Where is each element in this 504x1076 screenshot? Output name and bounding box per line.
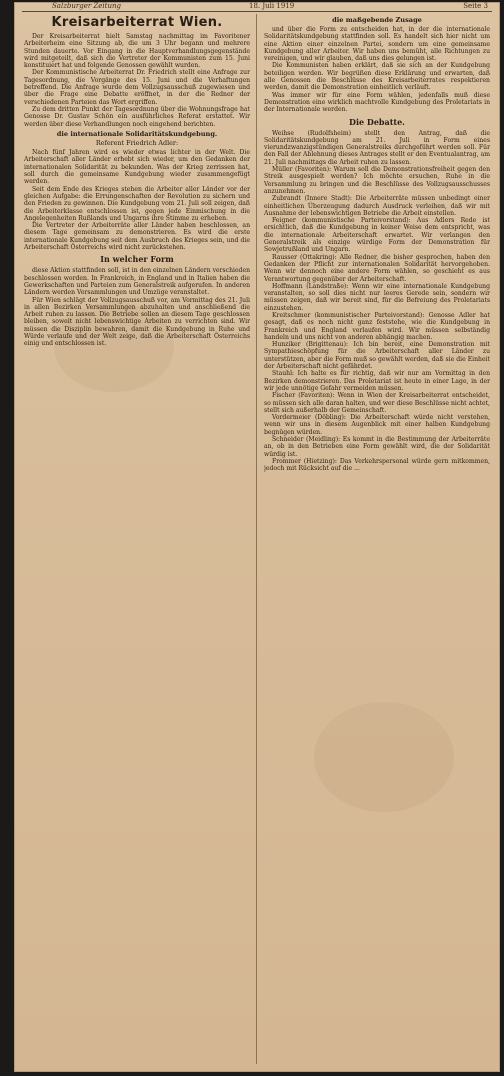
right-column [264,14,490,1064]
paragraph: Nach fünf Jahren wird es wieder etwas lichter in der Welt. Die Arbeiterschaft aller Länder erhebt sich wieder, um den Gedanken der internationalen Solidarität zu bekunden. Was der Krieg zerrissen hat, soll durch die gemeinsame Kundgebung wieder zusammengefügt werden. [24,149,250,186]
paragraph: Schneider (Meidling): Es kommt in die Bestimmung der Arbeiterräte an, ob in den Betrieben eine Form gewählt wird, die der Solidarität würdig ist. [264,436,490,458]
paragraph: Für Wien schlägt der Vollzugsausschuß vor, am Vormittag des 21. Juli in allen Bezirken Versammlungen abzuhalten und anschließend die Arbeit ruhen zu lassen. Die Betriebe sollen an diesem Tage geschlossen bleiben, soweit nicht lebenswichtige Arbeiten zu verrichten sind. Wir müssen die Disziplin bewahren, damit die Kundgebung in Ruhe und Würde verlaufe und der Welt zeige, daß die Arbeiterschaft Österreichs einig und entschlossen ist. [24,296,250,348]
column-divider [256,14,257,1064]
paragraph: Fischer (Favoriten): Wenn in Wien der Kreisarbeiterrat entscheidet, so müssen sich alle daran halten, und wer diese Beschlüsse nicht achtet, stellt sich außerhalb der Gemeinschaft. [264,392,490,414]
section-heading: die internationale Solidaritätskundgebung. [56,129,218,138]
paragraph: Müller (Favoriten): Warum soll die Demonstrationsfreiheit gegen den Streik ausgespielt werden? Ich möchte ersuchen, Ruhe in die Versammlung zu bringen und die Beschlüsse des Vollzugsausschusses anzunehmen. [264,166,490,195]
paragraph: Weihse (Rudolfsheim) stellt den Antrag, daß die Solidaritätskundgebung am 21. Juli in Form eines vierundzwanzigstündigen Generalstreiks durchgeführt werden soll. Für den Fall der Ablehnung dieses Antrages stellt er den Eventualantrag, am 21. Juli nachmittags die Arbeit ruhen zu lassen. [264,129,490,166]
article-title: Kreisarbeiterrat Wien. [51,15,223,30]
paragraph: diese Aktion stattfinden soll, ist in den einzelnen Ländern verschieden beschlossen worden. In Frankreich, in England und in Italien haben die Gewerkschaften und Parteien zum Generalstreik aufgerufen. In anderen Ländern werden Versammlungen und Umzüge veranstaltet. [24,267,250,297]
paragraph: Stauhl: Ich halte es für richtig, daß wir nur am Vormittag in den Bezirken demonstrieren. Das Proletariat ist heute in einer Lage, in der wir jede unnötige Gefahr vermeiden müssen. [264,370,490,392]
paragraph: Frommer (Hietzing): Das Verkehrspersonal würde gern mitkommen, jedoch mit Rücksicht auf die ... [264,457,490,473]
paragraph: Vordermeier (Döbling): Die Arbeiterschaft würde nicht verstehen, wenn wir uns in diesem Augenblick mit einer halben Kundgebung begnügen würden. [264,414,490,436]
paragraph: Der Kreisarbeiterrat hielt Samstag nachmittag im Favoritener Arbeiterheim eine Sitzung ab, die um 3 Uhr begann und mehrere Stunden dauerte. Vor Eingang in die Hauptverhandlungsgegenstände wird mitgeteilt, daß sich die Vertreter der Kommunisten zum 15. Juni konstituiert hat und folgende Genossen gewählt wurden. [24,33,250,70]
left-column [24,14,250,1064]
masthead-page-number: Seite 3 [463,2,488,10]
paragraph: und über die Form zu entscheiden hat, in der die internationale Solidaritätskundgebung stattfinden soll. Es handelt sich hier nicht um eine Aktion einer einzelnen Partei, sondern um eine gemeinsame Kundgebung aller Arbeiter. Wir haben uns bemüht, alle Richtungen zu vereinigen, und wir glauben, daß uns dies gelungen ist. [264,26,490,63]
paragraph: Zu dem dritten Punkt der Tagesordnung über die Wohnungsfrage hat Genosse Dr. Gustav Schön ein ausführliches Referat erstattet. Wir werden über diese Verhandlungen noch eingehend berichten. [24,105,250,128]
paragraph: Kreitschmer (kommunistischer Parteivorstand): Genosse Adler hat gesagt, daß es noch nicht ganz feststehe, wie die Kundgebung in Frankreich und England verlaufen wird. Wir müssen selbständig handeln und uns nicht von anderen abhängig machen. [264,311,490,341]
masthead-rule [22,11,492,12]
debate-heading: Die Debatte. [349,116,405,127]
paragraph: Der Kommunistische Arbeiterrat Dr. Friedrich stellt eine Anfrage zur Tagesordnung, die Vorgänge des 15. Juni und die Verhaftungen betreffend. Die Anfrage wurde dem Vollzugsausschuß zugewiesen und über die Frage eine Debatte eröffnet, in der die Redner der verschiedenen Parteien das Wort ergriffen. [24,69,250,106]
section-subheading: Referent Friedrich Adler: [95,138,179,147]
paragraph: Hoffmann (Landstraße): Wenn wir eine internationale Kundgebung veranstalten, so soll dies nicht nur leeres Gerede sein, sondern wir müssen zeigen, daß wir bereit sind, für die Befreiung des Proletariats einzustehen. [264,282,490,312]
paragraph: Feigner (kommunistische Parteivorstand): Aus Adlers Rede ist ersichtlich, daß die Kundgebung in keiner Weise dem entspricht, was die internationale Arbeiterschaft erwartet. Wir verlangen den Generalstreik als einzige würdige Form der Demonstration für Sowjetrußland und Ungarn. [264,217,490,254]
paragraph: Hunziker (Brigittenau): Ich bin bereit, eine Demonstration mit Sympathieschöpfung für die Arbeiterschaft aller Länder zu unterstützen, aber die Form muß so gewählt werden, daß sie die Einheit der Arbeiterschaft nicht gefährdet. [264,341,490,371]
section-heading: In welcher Form [100,254,174,265]
paragraph: Seit dem Ende des Krieges stehen die Arbeiter aller Länder vor der gleichen Aufgabe: die Errungenschaften der Revolution zu sichern und den Frieden zu gewinnen. Die Kundgebung vom 21. Juli soll zeigen, daß die Arbeiterklasse entschlossen ist, gegen jede Einmischung in die Angelegenheiten Rußlands und Ungarns ihre Stimme zu erheben. [24,185,250,222]
paragraph: Rausser (Ottakring): Alle Redner, die bisher gesprochen, haben den Gedanken der Pflicht zur internationalen Solidarität hervorgehoben. Wenn wir dennoch eine andere Form wählen, so geschieht es aus Verantwortung gegenüber der Arbeiterschaft. [264,253,490,283]
masthead-paper-name: Salzburger Zeitung [52,2,121,10]
paragraph: Was immer wir für eine Form wählen, jedenfalls muß diese Demonstration eine wirklich machtvolle Kundgebung des Proletariats in der Internationale werden. [264,91,490,114]
section-heading: die maßgebende Zusage [332,16,422,24]
paragraph: Zubrandt (Innere Stadt): Die Arbeiterräte müssen unbedingt einer einheitlichen Überzeugung dadurch Ausdruck verleihen, daß wir mit Ausnahme der lebenswichtigen Betriebe die Arbeit einstellen. [264,195,490,217]
newspaper-page [14,2,500,1072]
paragraph: Die Vertreter der Arbeiterräte aller Länder haben beschlossen, an diesem Tage gemeinsam zu demonstrieren. Es wird die erste internationale Kundgebung seit dem Ausbruch des Krieges sein, und die Arbeiterschaft Österreichs wird nicht zurückstehen. [24,222,250,252]
masthead [14,2,500,11]
masthead-date: 18. Juli 1919 [249,2,295,10]
paragraph: Die Kommunisten haben erklärt, daß sie sich an der Kundgebung beteiligen werden. Wir begrüßen diese Erklärung und erwarten, daß alle Genossen die Beschlüsse des Kreisarbeiterrates respektieren werden, damit die Demonstration einheitlich verläuft. [264,62,490,92]
